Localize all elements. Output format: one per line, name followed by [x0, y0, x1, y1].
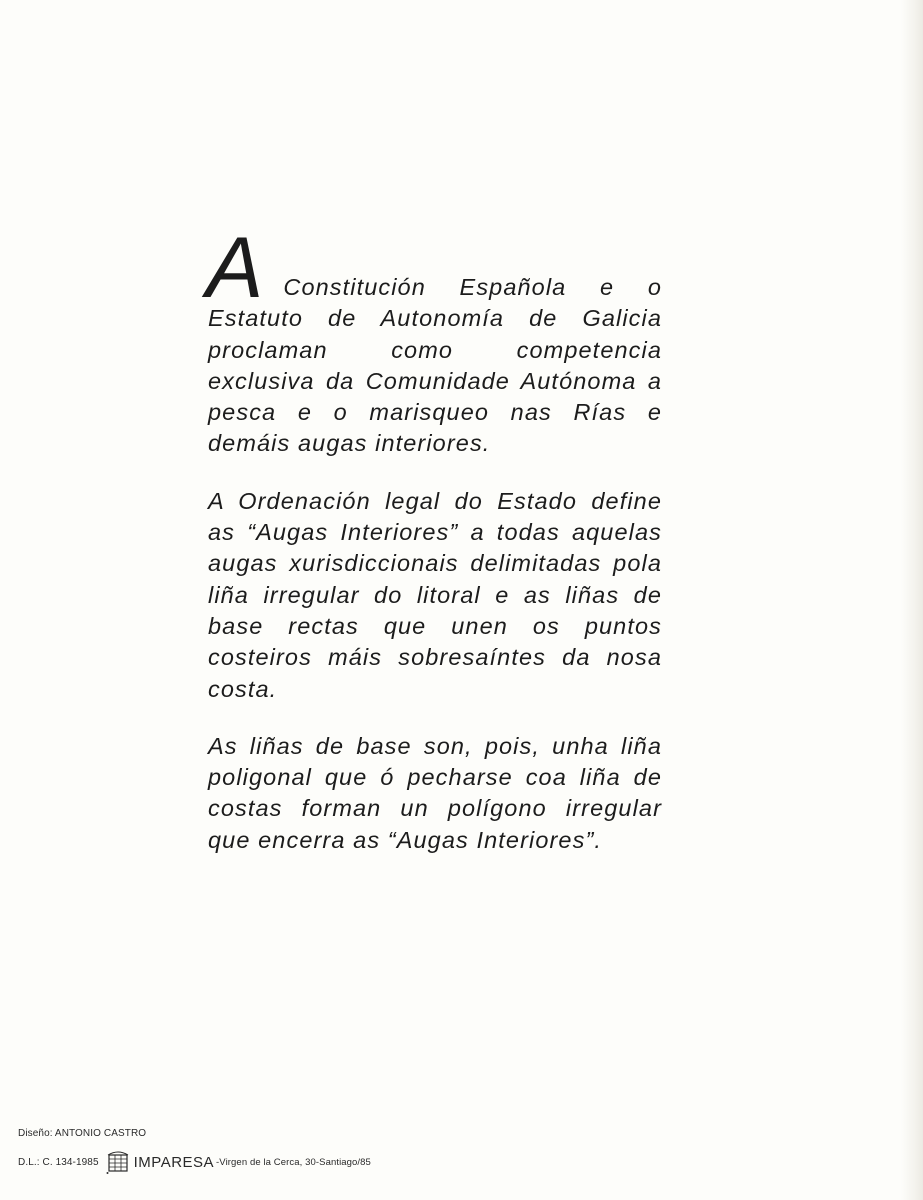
printer-name: IMPARESA [133, 1153, 215, 1171]
printer-seal-icon [105, 1149, 131, 1175]
paragraph-3-text: As liñas de base son, pois, unha liña poligonal que ó pecharse coa liña de costas forman un polígono irregular que encerra as “Augas Interiores”. [208, 732, 662, 853]
paragraph-3 [208, 731, 662, 856]
body-text [206, 220, 662, 882]
paragraph-2 [208, 486, 662, 705]
paragraph-1-text: Constitución Española e o Estatuto de Autonomía de Galicia proclaman como competencia exclusiva da Comunidade Autónoma a pesca e o marisqueo nas Rías e demáis augas interiores. [208, 274, 662, 457]
printer-address: -Virgen de la Cerca, 30-Santiago/85 [216, 1156, 371, 1168]
legal-deposit: D.L.: C. 134-1985 [18, 1156, 99, 1168]
design-credit: Diseño: ANTONIO CASTRO [18, 1128, 147, 1139]
paragraph-1 [206, 220, 662, 460]
paragraph-2-text: A Ordenación legal do Estado define as “Augas Interiores” a todas aquelas augas xurisdiccionais delimitadas pola liña irregular do litoral e as liñas de base rectas que unen os puntos costeiros máis sobresaíntes da nosa costa. [208, 487, 662, 702]
page-edge [901, 0, 923, 1200]
drop-cap: A [206, 220, 264, 316]
printer-line [18, 1149, 371, 1175]
